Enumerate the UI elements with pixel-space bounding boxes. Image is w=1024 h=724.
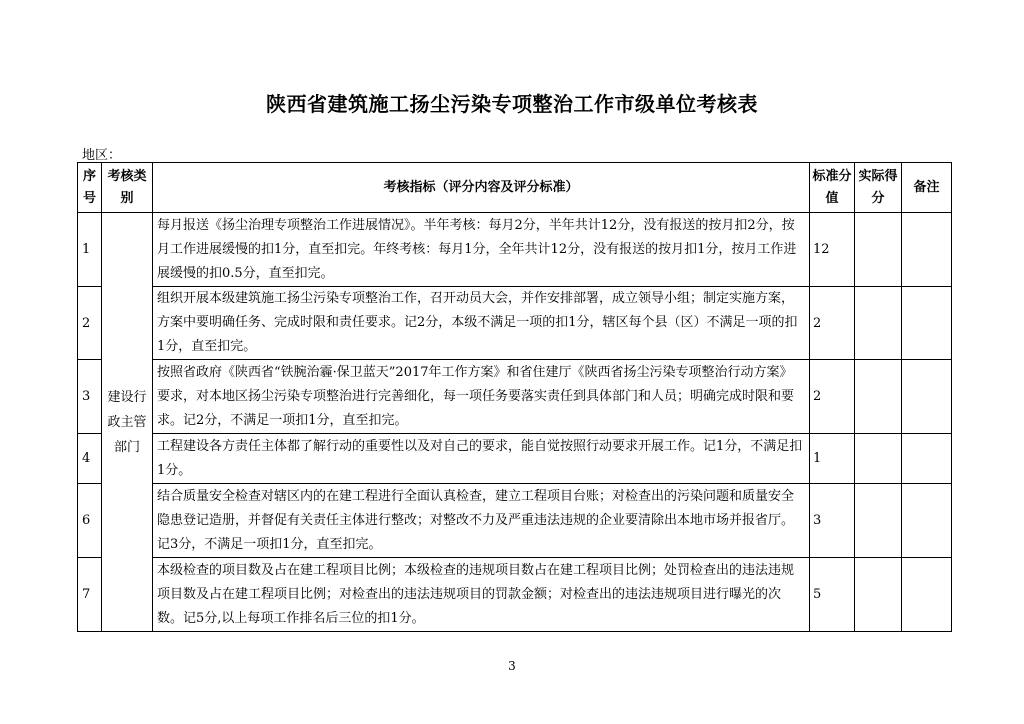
header-category: 考核类别 <box>102 163 153 213</box>
standard-score-cell: 1 <box>810 434 855 484</box>
remarks-cell <box>902 558 952 632</box>
page-number: 3 <box>508 659 516 673</box>
standard-score-cell: 5 <box>810 558 855 632</box>
row-number: 6 <box>78 484 102 558</box>
header-no: 序号 <box>78 163 102 213</box>
region-blank-line <box>123 148 275 163</box>
criteria-cell: 每月报送《扬尘治理专项整治工作进展情况》。半年考核：每月2分，半年共计12分，没有报送的按月扣2分，按月工作进展缓慢的扣1分，直至扣完。年终考核：每月1分，全年共计12分，没有报送的按月扣1分，按月工作进展缓慢的扣0.5分，直至扣完。 <box>153 213 810 287</box>
table-row <box>78 213 952 287</box>
row-number: 4 <box>78 434 102 484</box>
actual-score-cell <box>855 434 902 484</box>
region-field <box>82 144 275 163</box>
criteria-cell: 按照省政府《陕西省“铁腕治霾·保卫蓝天”2017年工作方案》和省住建厅《陕西省扬尘污染专项整治行动方案》要求，对本地区扬尘污染专项整治进行完善细化，每一项任务要落实责任到具体部门和人员；明确完成时限和要求。记2分，不满足一项扣1分，直至扣完。 <box>153 360 810 434</box>
actual-score-cell <box>855 213 902 287</box>
table-row <box>78 558 952 632</box>
table-row <box>78 434 952 484</box>
criteria-cell: 组织开展本级建筑施工扬尘污染专项整治工作，召开动员大会，并作安排部署，成立领导小组；制定实施方案，方案中要明确任务、完成时限和责任要求。记2分，本级不满足一项的扣1分，辖区每个县（区）不满足一项的扣1分，直至扣完。 <box>153 287 810 360</box>
actual-score-cell <box>855 484 902 558</box>
assessment-table <box>77 162 952 632</box>
document-title: 陕西省建筑施工扬尘污染专项整治工作市级单位考核表 <box>266 92 758 116</box>
criteria-cell: 结合质量安全检查对辖区内的在建工程进行全面认真检查，建立工程项目台账；对检查出的污染问题和质量安全隐患登记造册，并督促有关责任主体进行整改；对整改不力及严重违法违规的企业要清除出本地市场并报省厅。记3分，不满足一项扣1分，直至扣完。 <box>153 484 810 558</box>
header-actual-score: 实际得分 <box>855 163 902 213</box>
header-criteria: 考核指标（评分内容及评分标准） <box>153 163 810 213</box>
row-number: 7 <box>78 558 102 632</box>
category-cell: 建设行政主管部门 <box>102 213 153 632</box>
header-remarks: 备注 <box>902 163 952 213</box>
actual-score-cell <box>855 287 902 360</box>
actual-score-cell <box>855 558 902 632</box>
remarks-cell <box>902 484 952 558</box>
row-number: 1 <box>78 213 102 287</box>
region-label: 地区： <box>82 148 122 163</box>
remarks-cell <box>902 213 952 287</box>
remarks-cell <box>902 434 952 484</box>
remarks-cell <box>902 360 952 434</box>
actual-score-cell <box>855 360 902 434</box>
standard-score-cell: 2 <box>810 360 855 434</box>
standard-score-cell: 2 <box>810 287 855 360</box>
header-row <box>78 163 952 213</box>
table-row <box>78 484 952 558</box>
criteria-cell: 本级检查的项目数及占在建工程项目比例；本级检查的违规项目数占在建工程项目比例；处罚检查出的违法违规项目数及占在建工程项目比例；对检查出的违法违规项目的罚款金额；对检查出的违法违规项目进行曝光的次数。记5分,以上每项工作排名后三位的扣1分。 <box>153 558 810 632</box>
table-row <box>78 360 952 434</box>
row-number: 3 <box>78 360 102 434</box>
standard-score-cell: 12 <box>810 213 855 287</box>
header-standard-score: 标准分值 <box>810 163 855 213</box>
row-number: 2 <box>78 287 102 360</box>
remarks-cell <box>902 287 952 360</box>
standard-score-cell: 3 <box>810 484 855 558</box>
criteria-cell: 工程建设各方责任主体都了解行动的重要性以及对自己的要求，能自觉按照行动要求开展工作。记1分，不满足扣1分。 <box>153 434 810 484</box>
table-row <box>78 287 952 360</box>
